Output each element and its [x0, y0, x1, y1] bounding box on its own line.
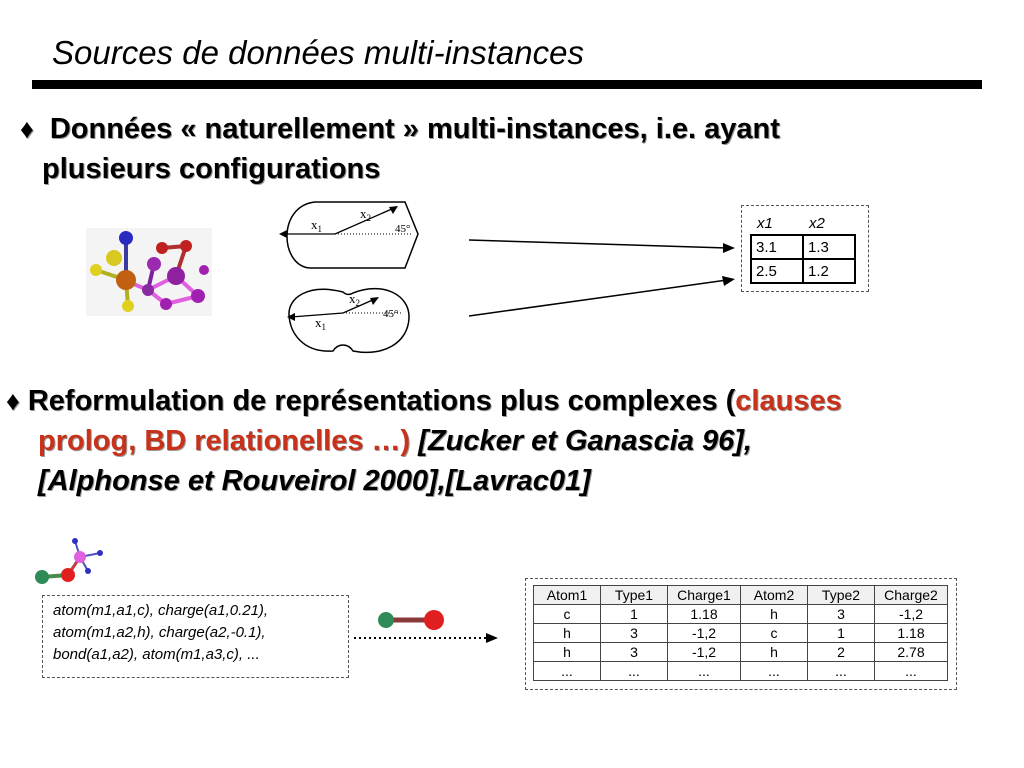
cell: -1,2 [668, 624, 741, 643]
table-row [534, 662, 948, 681]
cell: 2.5 [751, 259, 803, 283]
bottom-angle-label: 45° [383, 308, 399, 320]
cell: h [534, 643, 601, 662]
cell: 3 [601, 624, 668, 643]
relational-table-box [525, 578, 957, 690]
clause-line-3: bond(a1,a2), atom(m1,a3,c), ... [53, 646, 260, 663]
bullet2-line1 [6, 382, 842, 420]
bottom-x2-label: $x_2$ [349, 291, 360, 308]
cell: c [534, 605, 601, 624]
cell: 1 [601, 605, 668, 624]
cell: ... [808, 662, 875, 681]
bullet2-red-1: clauses [735, 385, 842, 417]
table-row [534, 624, 948, 643]
relational-table [533, 585, 948, 681]
cell: h [741, 605, 808, 624]
cell: ... [668, 662, 741, 681]
bullet2-marker: ♦ [6, 386, 20, 416]
cell: 2 [808, 643, 875, 662]
instances-table [750, 214, 856, 284]
page-title: Sources de données multi-instances [52, 34, 584, 71]
cell: 3.1 [751, 235, 803, 259]
bullet2-red-2: prolog, BD relationelles …) [38, 425, 411, 457]
clause-line-1: atom(m1,a1,c), charge(a1,0.21), [53, 602, 269, 619]
col-charge2: Charge2 [875, 586, 948, 605]
bullet2-text: Reformulation de représentations plus complexes ( [27, 385, 736, 417]
cell: 1 [808, 624, 875, 643]
cell: ... [875, 662, 948, 681]
table-row [751, 259, 855, 283]
col-atom1: Atom1 [534, 586, 601, 605]
top-x1-label: $x_1$ [311, 217, 322, 234]
title-divider [32, 80, 982, 89]
configuration-shape-bottom [283, 283, 418, 358]
cell: 3 [601, 643, 668, 662]
top-angle-label: 45° [395, 223, 411, 235]
cell: -1,2 [875, 605, 948, 624]
col-type2: Type2 [808, 586, 875, 605]
mapping-arrows [465, 230, 745, 320]
table-row [751, 235, 855, 259]
cell: h [741, 643, 808, 662]
cell: ... [741, 662, 808, 681]
col-type1: Type1 [601, 586, 668, 605]
bullet1-line1: Données « naturellement » multi-instances, i.e. ayant [49, 113, 780, 145]
bullet2-ref2: [Alphonse et Rouveirol 2000],[Lavrac01] [38, 465, 591, 497]
top-x2-label: $x_2$ [360, 206, 371, 223]
col-atom2: Atom2 [741, 586, 808, 605]
bullet1 [20, 110, 780, 148]
cell: ... [534, 662, 601, 681]
cell: 1.18 [875, 624, 948, 643]
clause-line-2: atom(m1,a2,h), charge(a2,-0.1), [53, 624, 266, 641]
bullet2-ref1: [Zucker et Ganascia 96], [418, 425, 752, 457]
bullet1-line2: plusieurs configurations [42, 153, 381, 185]
table-row [534, 605, 948, 624]
bullet1-marker: ♦ [20, 114, 34, 144]
prolog-clauses-box [42, 595, 349, 678]
molecule-3d-image [86, 228, 212, 316]
cell: -1,2 [668, 643, 741, 662]
configuration-shape-top [275, 198, 425, 278]
bullet2-line2 [38, 422, 752, 460]
header-x1: x1 [757, 214, 773, 232]
cell: 1.2 [803, 259, 855, 283]
header-x2: x2 [809, 214, 825, 232]
cell: c [741, 624, 808, 643]
cell: 2.78 [875, 643, 948, 662]
cell: 1.18 [668, 605, 741, 624]
col-charge1: Charge1 [668, 586, 741, 605]
cell: 3 [808, 605, 875, 624]
instances-table-box [741, 205, 869, 292]
table-row [534, 643, 948, 662]
small-molecule-image [30, 533, 110, 593]
bond-to-table-arrow [352, 600, 502, 650]
cell: ... [601, 662, 668, 681]
cell: h [534, 624, 601, 643]
bottom-x1-label: $x_1$ [315, 315, 326, 332]
cell: 1.3 [803, 235, 855, 259]
